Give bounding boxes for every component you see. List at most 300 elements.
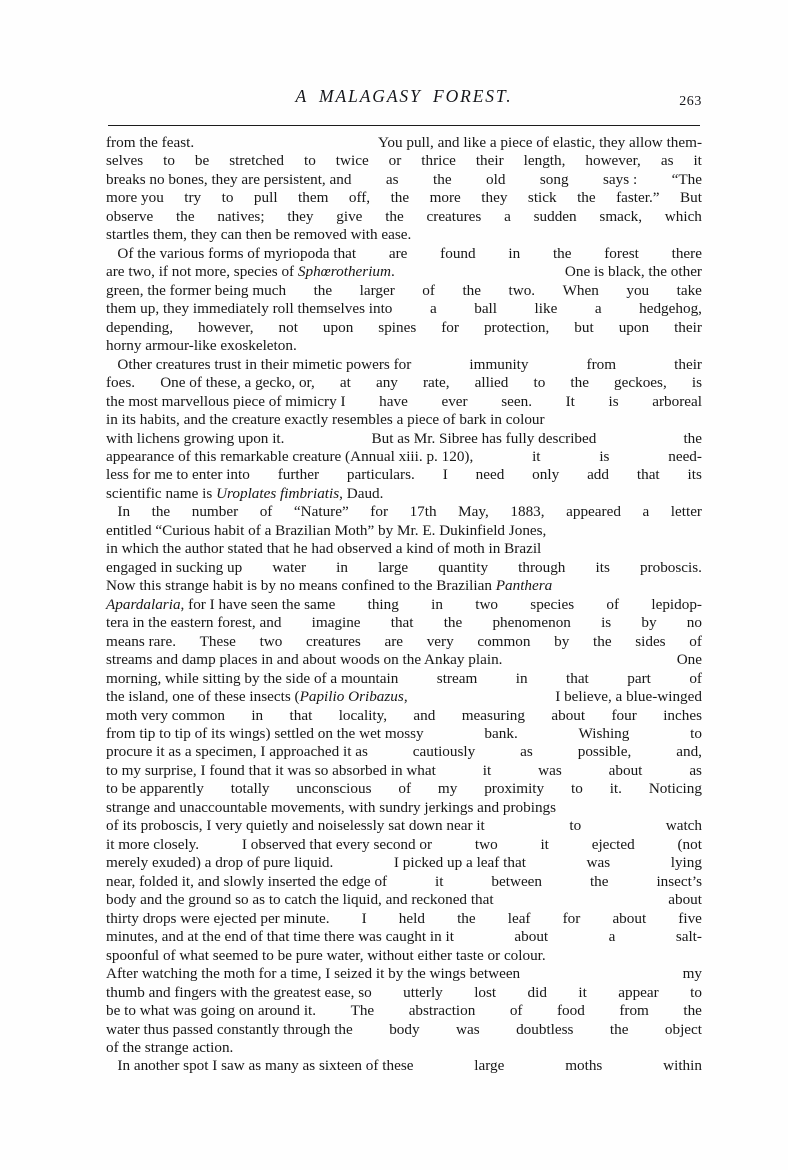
line-segment: But xyxy=(680,189,702,207)
text-line xyxy=(106,928,702,946)
line-segment: the xyxy=(570,374,589,392)
header-rule xyxy=(108,125,700,126)
line-segment: the xyxy=(385,207,404,225)
text-line xyxy=(106,910,702,928)
line-segment: which xyxy=(664,207,702,225)
paragraph xyxy=(106,1057,702,1075)
line-segment: from xyxy=(586,355,617,373)
line-segment: their xyxy=(674,318,702,336)
line-segment: the xyxy=(609,1020,629,1038)
body-text xyxy=(106,134,702,1076)
line-segment: in xyxy=(251,706,264,724)
line-segment: any xyxy=(375,374,398,392)
line-segment: as xyxy=(520,743,533,761)
line-segment: to be apparently xyxy=(106,780,204,798)
line-segment: In another spot I saw as many as sixteen of these xyxy=(106,1057,414,1075)
line-segment: “Nature” xyxy=(293,503,349,521)
line-segment: May, xyxy=(458,503,489,521)
line-segment: two xyxy=(474,835,498,853)
line-segment: give xyxy=(336,207,363,225)
page-header xyxy=(108,86,700,120)
line-segment: I xyxy=(361,909,367,927)
line-segment: is xyxy=(608,392,619,410)
line-segment: I believe, a blue-winged xyxy=(555,688,702,706)
line-segment: my xyxy=(437,780,458,798)
line-segment: doubtless xyxy=(516,1020,574,1038)
line-segment: lost xyxy=(474,983,497,1001)
line-segment: there xyxy=(671,244,702,262)
text-line xyxy=(106,503,702,521)
line-segment: did xyxy=(527,983,547,1001)
text-line xyxy=(106,208,702,226)
line-segment: You pull, and like a piece of elastic, they allow them- xyxy=(377,134,702,151)
text-line xyxy=(106,189,702,207)
text-line xyxy=(106,596,702,614)
line-segment: have xyxy=(379,392,408,410)
line-segment: tera in the eastern forest, and xyxy=(106,614,282,632)
text-line xyxy=(106,633,702,651)
line-segment: One of these, a gecko, or, xyxy=(160,374,315,392)
line-segment: the island, one of these insects (Papilio Oribazus, xyxy=(106,688,408,706)
line-segment: inches xyxy=(663,706,702,724)
line-segment: thumb and fingers with the greatest ease, so xyxy=(106,983,372,1001)
line-segment: body xyxy=(389,1020,420,1038)
line-segment: two xyxy=(259,632,283,650)
line-segment: When xyxy=(562,281,599,299)
line-segment: But as Mr. Sibree has fully described xyxy=(371,429,597,447)
line-segment: faster.” xyxy=(616,189,660,207)
line-segment: the xyxy=(443,614,463,632)
line-segment: about xyxy=(608,761,643,779)
line-segment: ball xyxy=(474,300,497,318)
line-segment: be to what was going on around it. xyxy=(106,1002,317,1020)
text-line xyxy=(106,319,702,337)
line-segment: depending, xyxy=(106,318,174,336)
line-segment: for xyxy=(441,318,459,336)
paragraph xyxy=(106,503,702,1057)
line-segment: stretched xyxy=(229,152,285,170)
page-number: 263 xyxy=(679,94,702,109)
text-line xyxy=(106,1021,702,1039)
line-segment: One is black, the other xyxy=(564,263,702,281)
line-segment: thrice xyxy=(421,152,456,170)
line-segment: the most marvellous piece of mimicry I xyxy=(106,392,346,410)
line-segment: allied xyxy=(474,374,509,392)
line-segment: the xyxy=(390,189,410,207)
line-segment: unconscious xyxy=(296,780,372,798)
line-segment: food xyxy=(556,1002,585,1020)
line-segment: particulars. xyxy=(346,466,415,484)
line-segment: “The xyxy=(671,170,702,188)
paragraph xyxy=(106,356,702,504)
line-segment: rate, xyxy=(422,374,450,392)
line-segment: proximity xyxy=(484,780,545,798)
text-line: entitled “Curious habit of a Brazilian Moth” by Mr. E. Dukinfield Jones, xyxy=(106,521,547,539)
line-segment: procure it as a specimen, I approached it as xyxy=(106,743,368,761)
line-segment: try xyxy=(184,189,202,207)
line-segment: species xyxy=(530,595,575,613)
text-line xyxy=(106,245,702,263)
line-segment: These xyxy=(199,632,236,650)
line-segment: ever xyxy=(441,392,468,410)
text-line xyxy=(106,466,702,484)
text-line xyxy=(106,263,702,281)
line-segment: that xyxy=(566,669,589,687)
line-segment: thing xyxy=(367,595,399,613)
line-segment: my xyxy=(682,965,702,983)
text-line xyxy=(106,393,702,411)
line-segment: says : xyxy=(603,170,638,188)
line-segment: about xyxy=(551,706,586,724)
text-line xyxy=(106,614,702,632)
text-line xyxy=(106,984,702,1002)
line-segment: from tip to tip of its wings) settled on the wet mossy xyxy=(106,725,424,742)
text-line xyxy=(106,356,702,374)
line-segment: watch xyxy=(665,817,702,835)
line-segment: I xyxy=(442,466,448,484)
line-segment: that xyxy=(636,466,660,484)
text-line xyxy=(106,282,702,300)
text-line xyxy=(106,707,702,725)
line-segment: is xyxy=(601,614,612,632)
text-line xyxy=(106,430,702,448)
line-segment: them xyxy=(298,189,329,207)
line-segment: selves xyxy=(106,152,144,170)
line-segment: minutes, and at the end of that time there was caught in it xyxy=(106,928,454,946)
text-line xyxy=(106,836,702,854)
line-segment: large xyxy=(474,1057,505,1075)
line-segment: large xyxy=(378,558,409,576)
line-segment: of xyxy=(689,669,702,687)
line-segment: two. xyxy=(508,281,536,299)
line-segment: the xyxy=(457,909,476,927)
line-segment: less for me to enter into xyxy=(106,466,250,484)
line-segment: appear xyxy=(618,983,659,1001)
line-segment: in xyxy=(508,244,521,262)
line-segment: a xyxy=(594,300,602,318)
line-segment: lying xyxy=(670,854,702,872)
text-line xyxy=(106,300,702,318)
line-segment: moth very common xyxy=(106,706,225,724)
line-segment: that xyxy=(390,614,414,632)
text-line xyxy=(106,1002,702,1020)
line-segment: it xyxy=(693,152,702,170)
line-segment: creatures xyxy=(426,207,482,225)
line-segment: and xyxy=(413,706,436,724)
line-segment: to xyxy=(304,152,316,170)
line-segment: the xyxy=(683,429,702,447)
line-segment: smack, xyxy=(599,207,643,225)
line-segment: I observed that every second or xyxy=(241,835,433,853)
line-segment: insect’s xyxy=(656,872,702,890)
line-segment: a xyxy=(642,503,650,521)
line-segment: the xyxy=(462,281,481,299)
line-segment: bank. xyxy=(484,725,518,742)
line-segment: ejected xyxy=(591,835,635,853)
text-line: scientific name is Uroplates fimbriatis, Daud. xyxy=(106,484,384,502)
line-segment: object xyxy=(664,1020,702,1038)
line-segment: immunity xyxy=(469,355,529,373)
line-segment: lepidop- xyxy=(651,595,702,613)
line-segment: of xyxy=(422,281,435,299)
text-line xyxy=(106,965,702,983)
text-line xyxy=(106,374,702,392)
running-head: A MALAGASY FOREST. xyxy=(295,86,513,106)
text-line xyxy=(106,780,702,798)
line-segment: its xyxy=(687,466,702,484)
line-segment: that xyxy=(289,706,313,724)
line-segment: of xyxy=(398,780,412,798)
line-segment: in xyxy=(336,558,348,576)
line-segment: to xyxy=(690,725,702,742)
text-line xyxy=(106,762,702,780)
line-segment: totally xyxy=(230,780,270,798)
line-segment: was xyxy=(586,854,611,872)
text-line xyxy=(106,1057,702,1075)
line-segment: they xyxy=(481,189,508,207)
line-segment: pull xyxy=(253,189,278,207)
line-segment: it xyxy=(435,872,444,890)
line-segment: the xyxy=(589,872,609,890)
line-segment: of xyxy=(606,595,620,613)
line-segment: near, folded it, and slowly inserted the edge of xyxy=(106,872,388,890)
paragraph xyxy=(106,134,702,245)
line-segment: green, the former being much xyxy=(106,281,287,299)
line-segment: stream xyxy=(436,669,478,687)
line-segment: to xyxy=(690,983,702,1001)
line-segment: like xyxy=(534,300,558,318)
line-segment: creatures xyxy=(306,632,361,650)
line-segment: of xyxy=(689,632,702,650)
line-segment: is xyxy=(691,374,702,392)
line-segment: leaf xyxy=(507,909,531,927)
line-segment: measuring xyxy=(461,706,525,724)
line-segment: moths xyxy=(565,1057,603,1075)
line-segment: a xyxy=(608,928,616,946)
text-line xyxy=(106,134,702,152)
line-segment: and, xyxy=(676,743,702,761)
text-line: of the strange action. xyxy=(106,1038,234,1056)
line-segment: four xyxy=(611,706,637,724)
line-segment: spines xyxy=(378,318,417,336)
line-segment: it xyxy=(540,835,549,853)
line-segment: number xyxy=(191,503,239,521)
line-segment: Other creatures trust in their mimetic powers for xyxy=(106,355,412,373)
line-segment: 17th xyxy=(409,503,437,521)
line-segment: for xyxy=(370,503,389,521)
line-segment: of its proboscis, I very quietly and noiselessly sat down near it xyxy=(106,817,485,835)
line-segment: to xyxy=(533,374,546,392)
line-segment: sides xyxy=(635,632,666,650)
line-segment: length, xyxy=(523,152,566,170)
line-segment: was xyxy=(456,1020,480,1038)
text-line: in its habits, and the creature exactly resembles a piece of bark in colour xyxy=(106,411,545,429)
text-line: horny armour-like exoskeleton. xyxy=(106,337,297,355)
line-segment: held xyxy=(398,909,425,927)
line-segment: The xyxy=(350,1002,375,1020)
line-segment: two xyxy=(475,595,498,613)
line-segment: five xyxy=(678,909,702,927)
line-segment: I picked up a leaf that xyxy=(393,854,526,872)
text-line xyxy=(106,651,702,669)
line-segment: about xyxy=(668,891,702,909)
line-segment: of xyxy=(509,1002,523,1020)
line-segment: very xyxy=(426,632,454,650)
line-segment: it xyxy=(532,447,541,465)
line-segment: abstraction xyxy=(408,1002,476,1020)
line-segment: It xyxy=(565,392,575,410)
line-segment: engaged in sucking up xyxy=(106,558,243,576)
line-segment: or xyxy=(388,152,402,170)
line-segment: are xyxy=(388,244,408,262)
text-line: Now this strange habit is by no means confined to the Brazilian Panthera xyxy=(106,577,553,595)
line-segment: stick xyxy=(527,189,557,207)
text-line xyxy=(106,743,702,761)
text-line xyxy=(106,854,702,872)
line-segment: Wishing xyxy=(578,725,630,742)
line-segment: no xyxy=(686,614,702,632)
line-segment: a xyxy=(429,300,437,318)
line-segment: thirty drops were ejected per minute. xyxy=(106,909,330,927)
line-segment: a xyxy=(504,207,511,225)
line-segment: for xyxy=(562,909,581,927)
line-segment: In xyxy=(106,503,131,521)
line-segment: as xyxy=(660,152,674,170)
line-segment: it xyxy=(482,761,492,779)
line-segment: One xyxy=(676,651,702,669)
line-segment: it more closely. xyxy=(106,835,200,853)
line-segment: in xyxy=(515,669,528,687)
line-segment: was xyxy=(538,761,562,779)
line-segment: at xyxy=(339,374,351,392)
line-segment: by xyxy=(641,614,657,632)
line-segment: upon xyxy=(618,318,650,336)
line-segment: take xyxy=(676,281,702,299)
line-segment: from xyxy=(619,1002,649,1020)
line-segment: about xyxy=(612,909,647,927)
line-segment: foes. xyxy=(106,374,136,392)
line-segment: be xyxy=(194,152,210,170)
line-segment: more you xyxy=(106,189,164,207)
line-segment: streams and damp places in and about woods on the Ankay plain. xyxy=(106,651,503,669)
text-line: startles them, they can then be removed with ease. xyxy=(106,226,412,244)
line-segment: they xyxy=(287,207,314,225)
line-segment: observe xyxy=(106,207,154,225)
line-segment: Noticing xyxy=(648,780,702,798)
line-segment: the xyxy=(433,170,452,188)
line-segment: it xyxy=(578,983,587,1001)
line-segment: more xyxy=(429,189,461,207)
text-line xyxy=(106,152,702,170)
line-segment: geckoes, xyxy=(614,374,667,392)
line-segment: however, xyxy=(585,152,641,170)
line-segment: need- xyxy=(668,447,702,465)
line-segment: add xyxy=(587,466,609,484)
line-segment: of xyxy=(259,503,273,521)
line-segment: the xyxy=(151,503,171,521)
line-segment: to my surprise, I found that it was so absorbed in what xyxy=(106,761,436,779)
line-segment: means rare. xyxy=(106,632,176,650)
line-segment: twice xyxy=(335,152,369,170)
line-segment: to xyxy=(163,152,175,170)
line-segment: cautiously xyxy=(412,743,476,761)
line-segment: old xyxy=(486,170,506,188)
paragraph xyxy=(106,245,702,356)
line-segment: to xyxy=(221,189,234,207)
line-segment: merely exuded) a drop of pure liquid. xyxy=(106,854,334,872)
line-segment: natives; xyxy=(217,207,265,225)
line-segment: from the feast. xyxy=(106,134,195,151)
line-segment: salt- xyxy=(675,928,702,946)
line-segment: morning, while sitting by the side of a mountain xyxy=(106,669,399,687)
line-segment: by xyxy=(554,632,570,650)
line-segment: larger xyxy=(359,281,395,299)
line-segment: further xyxy=(277,466,320,484)
text-line xyxy=(106,817,702,835)
line-segment: sudden xyxy=(533,207,577,225)
line-segment: After watching the moth for a time, I seized it by the wings between xyxy=(106,965,521,983)
line-segment: as xyxy=(385,170,399,188)
line-segment: to xyxy=(570,780,583,798)
line-segment: common xyxy=(477,632,531,650)
line-segment: Apardalaria, for I have seen the same xyxy=(106,595,336,613)
line-segment: only xyxy=(532,466,560,484)
line-segment: locality, xyxy=(338,706,388,724)
line-segment: imagine xyxy=(311,614,361,632)
text-line: strange and unaccountable movements, with sundry jerkings and probings xyxy=(106,798,557,816)
line-segment: arboreal xyxy=(652,392,702,410)
line-segment: in xyxy=(431,595,443,613)
line-segment: as xyxy=(689,761,702,779)
line-segment: appeared xyxy=(566,503,621,521)
line-segment: the xyxy=(593,632,612,650)
line-segment: are two, if not more, species of Sphœrotherium. xyxy=(106,263,395,281)
text-line xyxy=(106,688,702,706)
line-segment: found xyxy=(440,244,476,262)
line-segment: however, xyxy=(198,318,254,336)
text-line xyxy=(106,725,702,743)
line-segment: within xyxy=(663,1057,702,1075)
line-segment: the xyxy=(176,207,195,225)
line-segment: part xyxy=(627,669,651,687)
line-segment: you xyxy=(626,281,650,299)
line-segment: the xyxy=(577,189,596,207)
line-segment: them up, they immediately roll themselves into xyxy=(106,300,393,318)
line-segment: body and the ground so as to catch the liquid, and reckoned that xyxy=(106,891,494,909)
line-segment: quantity xyxy=(438,558,489,576)
line-segment: utterly xyxy=(403,983,443,1001)
line-segment: song xyxy=(539,170,569,188)
line-segment: breaks no bones, they are persistent, and xyxy=(106,170,352,188)
line-segment: the xyxy=(552,244,572,262)
line-segment: Of the various forms of myriopoda that xyxy=(106,244,357,262)
line-segment: seen. xyxy=(501,392,532,410)
line-segment: their xyxy=(475,152,504,170)
line-segment: protection, xyxy=(483,318,550,336)
line-segment: the xyxy=(313,281,333,299)
text-line xyxy=(106,171,702,189)
line-segment: upon xyxy=(322,318,354,336)
text-line: spoonful of what seemed to be pure water, without either taste or colour. xyxy=(106,946,546,964)
text-line xyxy=(106,873,702,891)
line-segment: phenomenon xyxy=(492,614,571,632)
line-segment: are xyxy=(384,632,404,650)
line-segment: but xyxy=(574,318,594,336)
line-segment: appearance of this remarkable creature (Annual xiii. p. 120), xyxy=(106,447,474,465)
line-segment: possible, xyxy=(577,743,632,761)
line-segment: need xyxy=(475,466,505,484)
line-segment: proboscis. xyxy=(639,558,702,576)
